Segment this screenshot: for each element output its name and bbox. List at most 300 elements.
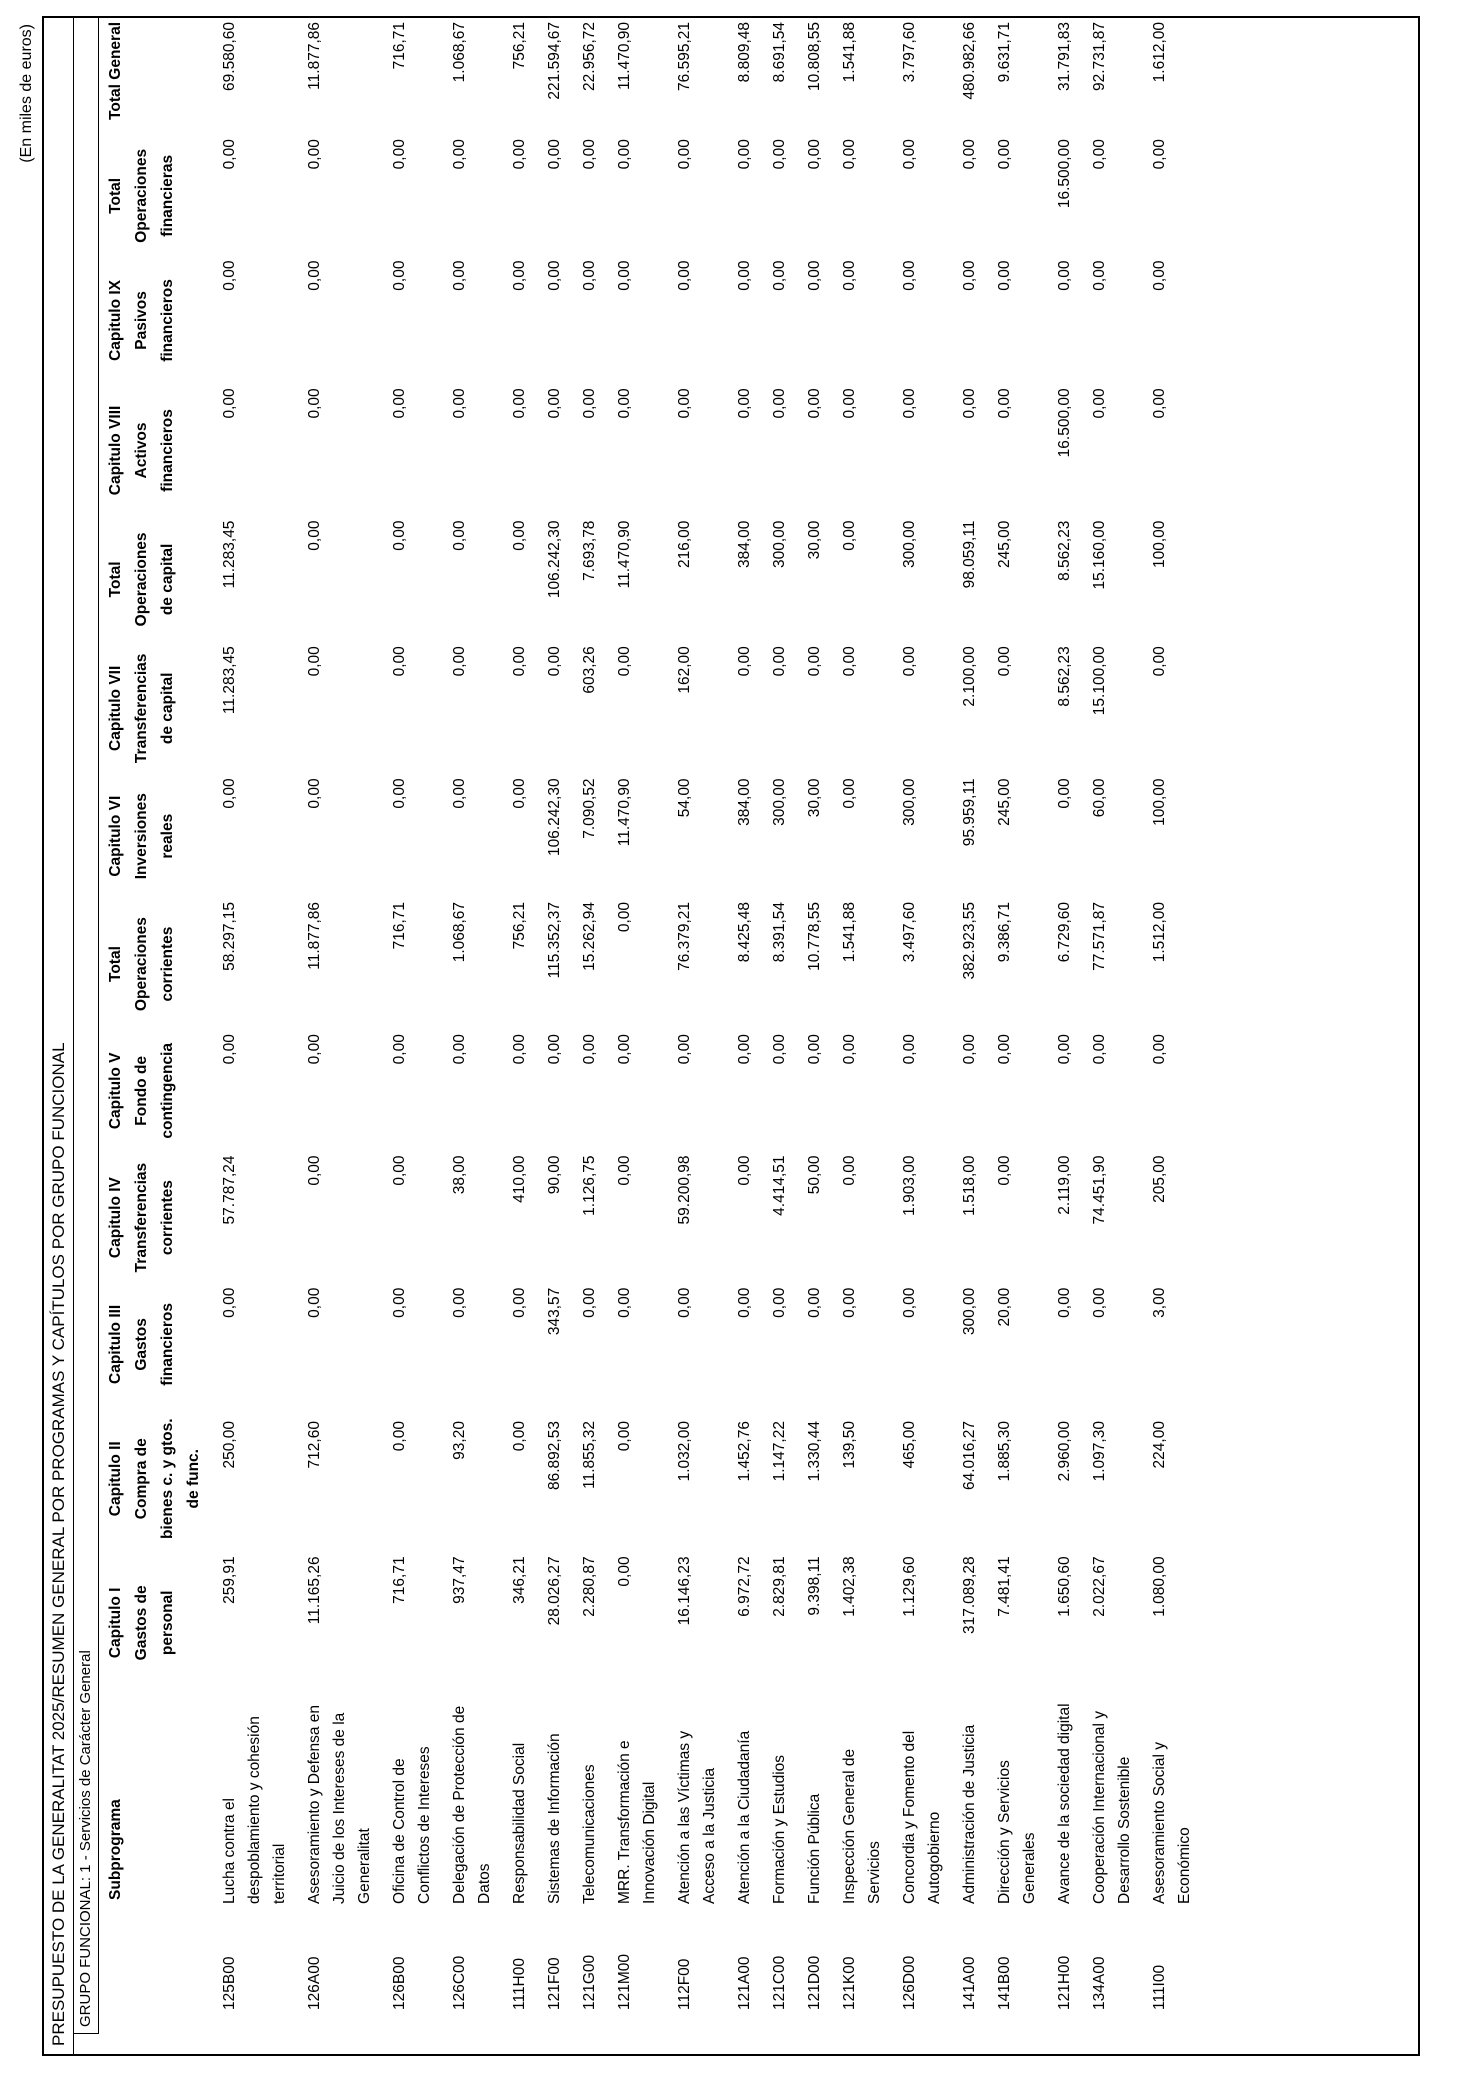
amount-cell: 9.398,11 (806, 1556, 823, 1616)
amount-cell: 0,00 (511, 388, 528, 419)
amount-cell: 95.959,11 (961, 778, 978, 847)
amount-cell: 1.068,67 (451, 22, 468, 83)
column-header (99, 642, 209, 774)
amount-cell: 0,00 (1056, 1287, 1073, 1318)
amount-cell: 0,00 (616, 388, 633, 419)
amount-cell: 0,00 (901, 388, 918, 419)
amount-cell: 106.242,30 (546, 778, 563, 857)
program-name: Sistemas de Información (546, 1733, 563, 1904)
amount-cell: 0,00 (676, 139, 693, 170)
amount-cell: 0,00 (391, 388, 408, 419)
amount-cell: 0,00 (511, 778, 528, 809)
amount-cell: 0,00 (546, 139, 563, 170)
amount-cell: 15.100,00 (1091, 646, 1108, 716)
amount-cell: 0,00 (736, 260, 753, 291)
amount-cell: 0,00 (306, 139, 323, 170)
amount-cell: 0,00 (546, 646, 563, 677)
column-header-line: financieras (159, 154, 176, 237)
column-header-line: Activos (133, 422, 150, 479)
column-header-line: Capitulo I (107, 1587, 124, 1659)
amount-cell: 0,00 (451, 778, 468, 809)
amount-cell: 0,00 (221, 388, 238, 419)
program-code: 141A00 (961, 1956, 978, 2010)
amount-cell: 28.026,27 (546, 1556, 563, 1626)
column-header (99, 18, 209, 135)
table-row (1139, 18, 1199, 2014)
amount-cell: 0,00 (221, 139, 238, 170)
amount-cell: 245,00 (996, 520, 1013, 568)
amount-cell: 0,00 (771, 1034, 788, 1065)
amount-cell: 0,00 (1151, 388, 1168, 419)
column-header-line: Pasivos (133, 291, 150, 350)
table-row (829, 18, 889, 2014)
amount-cell: 3.797,60 (901, 22, 918, 83)
amount-cell: 0,00 (771, 646, 788, 677)
program-code: 141B00 (996, 1956, 1013, 2010)
amount-cell: 0,00 (546, 260, 563, 291)
amount-cell: 0,00 (616, 1287, 633, 1318)
table-row (604, 18, 664, 2014)
amount-cell: 250,00 (221, 1421, 238, 1469)
amount-cell: 76.595,21 (676, 22, 693, 91)
amount-cell: 0,00 (736, 1155, 753, 1186)
column-header-line: Total (107, 561, 124, 598)
column-header (99, 1405, 209, 1552)
amount-cell: 30,00 (806, 778, 823, 818)
amount-cell: 0,00 (996, 139, 1013, 170)
program-code: 121K00 (841, 1956, 858, 2010)
table-row (889, 18, 949, 2014)
report-frame (42, 16, 1420, 2056)
amount-cell: 10.778,55 (806, 901, 823, 971)
program-name: Dirección y Servicios Generales (996, 1760, 1038, 1904)
program-code: 126C00 (451, 1955, 468, 2010)
amount-cell: 0,00 (451, 1034, 468, 1065)
amount-cell: 0,00 (841, 1155, 858, 1186)
program-code: 121A00 (736, 1956, 753, 2010)
amount-cell: 90,00 (546, 1155, 563, 1195)
program-name: Asesoramiento Social y Económico (1151, 1742, 1193, 1904)
column-header-line: Operaciones (133, 148, 150, 243)
amount-cell: 1.612,00 (1151, 22, 1168, 83)
amount-cell: 0,00 (616, 260, 633, 291)
column-header-line: Capitulo V (107, 1052, 124, 1130)
amount-cell: 0,00 (961, 260, 978, 291)
amount-cell: 0,00 (771, 388, 788, 419)
amount-cell: 756,21 (511, 901, 528, 950)
amount-cell: 38,00 (451, 1155, 468, 1195)
program-name: Formación y Estudios (771, 1754, 788, 1904)
amount-cell: 0,00 (451, 388, 468, 419)
amount-cell: 0,00 (996, 388, 1013, 419)
column-header-line: Capitulo II (107, 1441, 124, 1517)
amount-cell: 0,00 (616, 1421, 633, 1452)
amount-cell: 0,00 (306, 1155, 323, 1186)
column-header-line: Transferencias (133, 653, 150, 764)
amount-cell: 22.956,72 (581, 22, 598, 91)
column-header-line: Capitulo IV (107, 1177, 124, 1259)
program-code: 111H00 (511, 1958, 528, 2010)
amount-cell: 0,00 (451, 260, 468, 291)
program-name: Función Pública (806, 1793, 823, 1904)
amount-cell: 11.283,45 (221, 520, 238, 589)
amount-cell: 300,00 (901, 520, 918, 568)
amount-cell: 756,21 (511, 22, 528, 70)
program-name: Oficina de Control de Conflictos de Intereses (391, 1746, 433, 1904)
amount-cell: 0,00 (676, 260, 693, 291)
column-header (99, 898, 209, 1030)
amount-cell: 1.129,60 (901, 1556, 918, 1617)
amount-cell: 0,00 (306, 388, 323, 419)
amount-cell: 7.481,41 (996, 1556, 1013, 1617)
amount-cell: 1.650,60 (1056, 1556, 1073, 1617)
amount-cell: 0,00 (806, 1034, 823, 1065)
program-name: MRR. Transformación e Innovación Digital (616, 1740, 658, 1904)
amount-cell: 7.090,52 (581, 778, 598, 839)
amount-cell: 0,00 (1151, 139, 1168, 170)
amount-cell: 11.283,45 (221, 646, 238, 715)
column-header-line: Capitulo III (107, 1304, 124, 1384)
amount-cell: 7.693,78 (581, 520, 598, 581)
amount-cell: 2.119,00 (1056, 1155, 1073, 1215)
column-header (99, 1152, 209, 1284)
column-header-line: Capitulo VIII (107, 405, 124, 496)
amount-cell: 0,00 (736, 646, 753, 677)
amount-cell: 0,00 (996, 1034, 1013, 1065)
amount-cell: 15.262,94 (581, 901, 598, 971)
amount-cell: 0,00 (841, 139, 858, 170)
program-name: Concordia y Fomento del Autogobierno (901, 1730, 943, 1904)
amount-cell: 0,00 (391, 139, 408, 170)
amount-cell: 221.594,67 (546, 22, 563, 100)
column-header-line: Fondo de (133, 1055, 150, 1126)
column-header (99, 774, 209, 898)
amount-cell: 0,00 (451, 520, 468, 551)
amount-cell: 0,00 (771, 139, 788, 170)
amount-cell: 382.923,55 (961, 901, 978, 980)
column-header-line: Capitulo VII (107, 665, 124, 751)
amount-cell: 0,00 (581, 260, 598, 291)
column-header-line: reales (159, 813, 176, 859)
amount-cell: 0,00 (391, 646, 408, 677)
amount-cell: 2.100,00 (961, 646, 978, 707)
amount-cell: 0,00 (676, 1287, 693, 1318)
amount-cell: 20,00 (996, 1287, 1013, 1327)
program-code: 134A00 (1091, 1956, 1108, 2010)
amount-cell: 0,00 (961, 388, 978, 419)
program-code: 121H00 (1056, 1955, 1073, 2010)
amount-cell: 0,00 (511, 1421, 528, 1452)
amount-cell: 0,00 (391, 520, 408, 551)
amount-cell: 9.386,71 (996, 901, 1013, 963)
amount-cell: 937,47 (451, 1556, 468, 1604)
column-header-line: financieros (159, 279, 176, 362)
column-header-line: financieros (159, 409, 176, 492)
amount-cell: 0,00 (391, 1155, 408, 1186)
column-header-line: de capital (159, 543, 176, 616)
amount-cell: 2.022,67 (1091, 1556, 1108, 1617)
amount-cell: 0,00 (841, 1287, 858, 1318)
amount-cell: 0,00 (546, 1034, 563, 1065)
table-row (1079, 18, 1139, 2014)
amount-cell: 93,20 (451, 1421, 468, 1460)
amount-cell: 2.280,87 (581, 1556, 598, 1617)
amount-cell: 1.402,38 (841, 1556, 858, 1617)
amount-cell: 343,57 (546, 1287, 563, 1336)
column-header-line: financieros (159, 1303, 176, 1386)
amount-cell: 0,00 (901, 260, 918, 291)
amount-cell: 106.242,30 (546, 520, 563, 599)
amount-cell: 0,00 (736, 139, 753, 170)
amount-cell: 0,00 (511, 1287, 528, 1318)
amount-cell: 300,00 (771, 778, 788, 826)
amount-cell: 3,00 (1151, 1287, 1168, 1318)
column-header-line: Gastos de (133, 1585, 150, 1661)
amount-cell: 98.059,11 (961, 520, 978, 589)
amount-cell: 2.960,00 (1056, 1421, 1073, 1482)
amount-cell: 1.512,00 (1151, 901, 1168, 963)
column-header (99, 1552, 209, 1693)
table-row (499, 18, 534, 2014)
program-name: Responsabilidad Social (511, 1742, 528, 1904)
table-body (209, 18, 1199, 2014)
amount-cell: 0,00 (961, 139, 978, 170)
amount-cell: 1.541,88 (841, 901, 858, 963)
amount-cell: 1.885,30 (996, 1421, 1013, 1482)
report-title: PRESUPUESTO DE LA GENERALITAT 2025/RESUMEN GENERAL POR PROGRAMAS Y CAPÍTULOS POR GRUPO FUNCIONAL (44, 18, 74, 2054)
amount-cell: 0,00 (616, 1034, 633, 1065)
amount-cell: 0,00 (901, 139, 918, 170)
program-name: Atención a las Víctimas y Acceso a la Justicia (676, 1730, 718, 1904)
amount-cell: 0,00 (1091, 388, 1108, 419)
amount-cell: 76.379,21 (676, 901, 693, 971)
program-code: 112F00 (676, 1958, 693, 2010)
amount-cell: 0,00 (511, 646, 528, 677)
column-header-line: Operaciones (133, 917, 150, 1011)
amount-cell: 0,00 (306, 260, 323, 291)
column-header-line: Gastos (133, 1318, 150, 1371)
amount-cell: 58.297,15 (221, 901, 238, 971)
amount-cell: 2.829,81 (771, 1556, 788, 1617)
amount-cell: 716,71 (391, 22, 408, 70)
amount-cell: 0,00 (391, 1287, 408, 1318)
table-row (569, 18, 604, 2014)
column-header-line: Total General (107, 22, 124, 120)
amount-cell: 1.147,22 (771, 1421, 788, 1482)
amount-cell: 0,00 (1056, 1034, 1073, 1065)
program-name: Asesoramiento y Defensa en Juicio de los Intereses de la Generalitat (306, 1704, 373, 1904)
amount-cell: 31.791,83 (1056, 22, 1073, 91)
amount-cell: 716,71 (391, 901, 408, 950)
amount-cell: 59.200,98 (676, 1155, 693, 1225)
column-header (99, 384, 209, 516)
amount-cell: 1.080,00 (1151, 1556, 1168, 1617)
amount-cell: 3.497,60 (901, 901, 918, 963)
amount-cell: 100,00 (1151, 778, 1168, 826)
amount-cell: 300,00 (771, 520, 788, 568)
amount-cell: 0,00 (546, 388, 563, 419)
amount-cell: 0,00 (996, 260, 1013, 291)
column-header (99, 257, 209, 385)
amount-cell: 317.089,28 (961, 1556, 978, 1634)
amount-cell: 0,00 (221, 260, 238, 291)
program-code: 126D00 (901, 1955, 918, 2010)
amount-cell: 11.470,90 (616, 22, 633, 90)
column-header-line: Operaciones (133, 532, 150, 627)
amount-cell: 0,00 (451, 646, 468, 677)
program-name: Avance de la sociedad digital (1056, 1703, 1073, 1904)
amount-cell: 259,91 (221, 1556, 238, 1604)
column-header-line: de capital (159, 672, 176, 745)
amount-cell: 0,00 (616, 646, 633, 677)
amount-cell: 1.330,44 (806, 1421, 823, 1482)
program-name: Lucha contra el despoblamiento y cohesión territorial (221, 1716, 288, 1904)
table-row (534, 18, 569, 2014)
amount-cell: 74.451,90 (1091, 1155, 1108, 1225)
amount-cell: 0,00 (736, 1034, 753, 1065)
amount-cell: 0,00 (841, 646, 858, 677)
amount-cell: 0,00 (1151, 1034, 1168, 1065)
amount-cell: 0,00 (616, 1556, 633, 1587)
amount-cell: 10.808,55 (806, 22, 823, 91)
amount-cell: 0,00 (736, 388, 753, 419)
amount-cell: 0,00 (961, 1034, 978, 1065)
amount-cell: 0,00 (511, 1034, 528, 1065)
amount-cell: 0,00 (771, 260, 788, 291)
budget-table (99, 18, 1199, 2014)
amount-cell: 6.729,60 (1056, 901, 1073, 963)
program-name: Delegación de Protección de Datos (451, 1705, 493, 1904)
amount-cell: 0,00 (1151, 260, 1168, 291)
amount-cell: 1.126,75 (581, 1155, 598, 1216)
amount-cell: 0,00 (616, 901, 633, 933)
amount-cell: 1.452,76 (736, 1421, 753, 1482)
column-header-line: Compra de (133, 1438, 150, 1520)
amount-cell: 1.032,00 (676, 1421, 693, 1482)
amount-cell: 0,00 (996, 1155, 1013, 1186)
amount-cell: 0,00 (511, 520, 528, 551)
units-note: (En miles de euros) (18, 24, 35, 163)
amount-cell: 0,00 (676, 388, 693, 419)
amount-cell: 0,00 (306, 778, 323, 809)
amount-cell: 0,00 (841, 260, 858, 291)
table-row (379, 18, 439, 2014)
column-header-line: personal (159, 1590, 176, 1656)
header-row (99, 18, 209, 2014)
program-code: 125B00 (221, 1956, 238, 2010)
amount-cell: 30,00 (806, 520, 823, 560)
amount-cell: 15.160,00 (1091, 520, 1108, 590)
amount-cell: 0,00 (841, 520, 858, 551)
amount-cell: 8.425,48 (736, 901, 753, 963)
amount-cell: 0,00 (736, 1287, 753, 1318)
amount-cell: 0,00 (901, 1034, 918, 1065)
program-code: 121C00 (771, 1955, 788, 2010)
column-header (99, 1030, 209, 1151)
amount-cell: 92.731,87 (1091, 22, 1108, 91)
amount-cell: 0,00 (806, 646, 823, 677)
amount-cell: 0,00 (616, 1155, 633, 1186)
amount-cell: 465,00 (901, 1421, 918, 1469)
amount-cell: 205,00 (1151, 1155, 1168, 1203)
column-header-line: Subprograma (107, 1799, 124, 1900)
amount-cell: 716,71 (391, 1556, 408, 1604)
amount-cell: 0,00 (806, 139, 823, 170)
program-name: Telecomunicaciones (581, 1764, 598, 1904)
amount-cell: 603,26 (581, 646, 598, 694)
amount-cell: 11.470,90 (616, 520, 633, 589)
amount-cell: 0,00 (451, 139, 468, 170)
table-row (294, 18, 379, 2014)
amount-cell: 9.631,71 (996, 22, 1013, 83)
amount-cell: 86.892,53 (546, 1421, 563, 1491)
amount-cell: 11.877,86 (306, 22, 323, 90)
amount-cell: 0,00 (221, 1287, 238, 1318)
amount-cell: 60,00 (1091, 778, 1108, 818)
amount-cell: 4.414,51 (771, 1155, 788, 1216)
amount-cell: 0,00 (581, 1287, 598, 1318)
program-code: 121M00 (616, 1953, 633, 2010)
amount-cell: 1.097,30 (1091, 1421, 1108, 1482)
amount-cell: 50,00 (806, 1155, 823, 1195)
amount-cell: 54,00 (676, 778, 693, 818)
amount-cell: 11.855,32 (581, 1421, 598, 1489)
amount-cell: 0,00 (391, 1421, 408, 1452)
amount-cell: 0,00 (1091, 139, 1108, 170)
amount-cell: 0,00 (806, 1287, 823, 1318)
amount-cell: 0,00 (1056, 778, 1073, 809)
program-name: Administración de Justicia (961, 1724, 978, 1904)
amount-cell: 16.500,00 (1056, 388, 1073, 458)
amount-cell: 77.571,87 (1091, 901, 1108, 971)
amount-cell: 0,00 (901, 1287, 918, 1318)
amount-cell: 712,60 (306, 1421, 323, 1469)
column-header-line: Transferencias (133, 1162, 150, 1273)
column-header-line: contingencia (159, 1043, 176, 1139)
program-code: 121G00 (581, 1954, 598, 2010)
table-row (209, 18, 294, 2014)
amount-cell: 16.500,00 (1056, 139, 1073, 209)
amount-cell: 11.470,90 (616, 778, 633, 847)
amount-cell: 8.562,23 (1056, 646, 1073, 707)
column-header (99, 1693, 209, 1910)
amount-cell: 0,00 (511, 139, 528, 170)
table-row (664, 18, 724, 2014)
amount-cell: 0,00 (1151, 646, 1168, 677)
amount-cell: 8.562,23 (1056, 520, 1073, 581)
amount-cell: 0,00 (451, 1287, 468, 1318)
table-row (439, 18, 499, 2014)
amount-cell: 1.903,00 (901, 1155, 918, 1216)
amount-cell: 100,00 (1151, 520, 1168, 568)
amount-cell: 224,00 (1151, 1421, 1168, 1469)
column-header (99, 135, 209, 256)
amount-cell: 69.580,60 (221, 22, 238, 91)
table-row (724, 18, 759, 2014)
amount-cell: 0,00 (511, 260, 528, 291)
table-row (794, 18, 829, 2014)
table-row (1044, 18, 1079, 2014)
grupo-funcional-label: GRUPO FUNCIONAL: 1 - Servicios de Carácter General (74, 18, 99, 2034)
amount-cell: 0,00 (221, 1034, 238, 1065)
amount-cell: 346,21 (511, 1556, 528, 1604)
amount-cell: 0,00 (841, 778, 858, 809)
amount-cell: 11.165,26 (306, 1556, 323, 1625)
column-header-line: Inversiones (133, 793, 150, 880)
amount-cell: 8.809,48 (736, 22, 753, 83)
amount-cell: 6.972,72 (736, 1556, 753, 1617)
amount-cell: 0,00 (901, 646, 918, 677)
